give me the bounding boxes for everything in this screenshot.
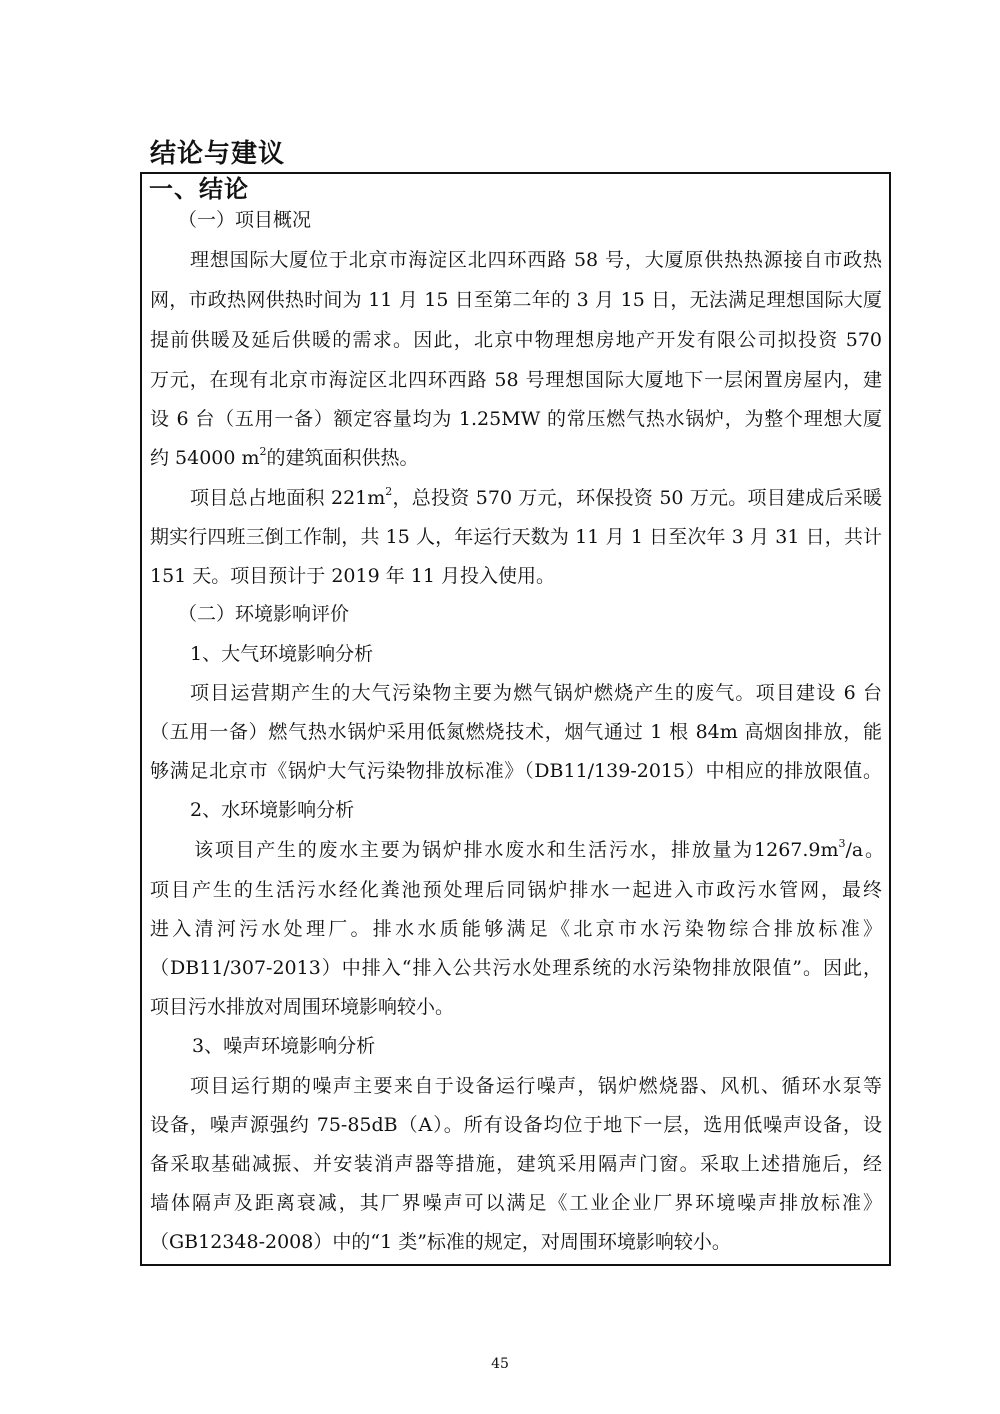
- paragraph-line: 够满足北京市《锅炉大气污染物排放标准》（DB11/139-2015）中相应的排放限值。: [150, 760, 882, 782]
- paragraph-line: 理想国际大厦位于北京市海淀区北四环西路 58 号，大厦原供热热源接自市政热: [190, 249, 882, 271]
- paragraph-line: 151 天。项目预计于 2019 年 11 月投入使用。: [150, 565, 555, 587]
- paragraph-line: 设 6 台（五用一备）额定容量均为 1.25MW 的常压燃气热水锅炉，为整个理想大厦: [150, 408, 882, 430]
- subsection-heading: （二）环境影响评价: [178, 603, 350, 625]
- text-span: ，总投资 570 万元，环保投资 50 万元。项目建成后采暖: [392, 487, 882, 509]
- analysis-heading: 3、噪声环境影响分析: [192, 1035, 376, 1057]
- paragraph-line: （DB11/307-2013）中排入“排入公共污水处理系统的水污染物排放限值”。因此，: [150, 957, 882, 979]
- superscript: 2: [385, 484, 393, 498]
- paragraph-line: 万元，在现有北京市海淀区北四环西路 58 号理想国际大厦地下一层闲置房屋内，建: [150, 369, 882, 391]
- paragraph-line: 项目运行期的噪声主要来自于设备运行噪声，锅炉燃烧器、风机、循环水泵等: [190, 1075, 882, 1097]
- page-number: 45: [491, 1356, 509, 1372]
- paragraph-line: 项目运营期产生的大气污染物主要为燃气锅炉燃烧产生的废气。项目建设 6 台: [190, 682, 882, 704]
- text-span: 约 54000 m: [150, 447, 260, 469]
- paragraph-line: 项目污水排放对周围环境影响较小。: [150, 996, 455, 1018]
- superscript: 2: [259, 444, 267, 458]
- paragraph-line: 设备，噪声源强约 75-85dB（A）。所有设备均位于地下一层，选用低噪声设备，设: [150, 1114, 882, 1136]
- section-heading: 一、结论: [149, 175, 249, 203]
- paragraph-line: [150, 444, 882, 472]
- paragraph-line: [190, 484, 882, 512]
- paragraph-line: 项目产生的生活污水经化粪池预处理后同锅炉排水一起进入市政污水管网，最终: [150, 879, 882, 901]
- text-span: 项目总占地面积 221m: [190, 487, 386, 509]
- analysis-heading: 2、水环境影响分析: [190, 799, 355, 821]
- paragraph-line: [194, 836, 884, 864]
- superscript: 3: [838, 836, 846, 850]
- paragraph-line: 备采取基础减振、并安装消声器等措施，建筑采用隔声门窗。采取上述措施后，经: [150, 1153, 882, 1175]
- page-title: 结论与建议: [150, 139, 286, 169]
- text-span: 的建筑面积供热。: [266, 447, 419, 469]
- paragraph-line: 网，市政热网供热时间为 11 月 15 日至第二年的 3 月 15 日，无法满足理想国际大厦: [150, 289, 882, 311]
- paragraph-line: （五用一备）燃气热水锅炉采用低氮燃烧技术，烟气通过 1 根 84m 高烟囱排放，能: [150, 721, 882, 743]
- paragraph-line: 期实行四班三倒工作制，共 15 人，年运行天数为 11 月 1 日至次年 3 月 31 日，共计: [150, 526, 882, 548]
- paragraph-line: 进入清河污水处理厂。排水水质能够满足《北京市水污染物综合排放标准》: [150, 918, 882, 940]
- analysis-heading: 1、大气环境影响分析: [190, 643, 374, 665]
- text-span: 该项目产生的废水主要为锅炉排水废水和生活污水，排放量为1267.9m: [194, 839, 839, 861]
- subsection-heading: （一）项目概况: [178, 209, 312, 231]
- paragraph-line: 墙体隔声及距离衰减，其厂界噪声可以满足《工业企业厂界环境噪声排放标准》: [150, 1192, 882, 1214]
- paragraph-line: （GB12348-2008）中的“1 类”标准的规定，对周围环境影响较小。: [150, 1231, 731, 1253]
- text-span: /a。: [845, 839, 884, 861]
- paragraph-line: 提前供暖及延后供暖的需求。因此，北京中物理想房地产开发有限公司拟投资 570: [150, 329, 882, 351]
